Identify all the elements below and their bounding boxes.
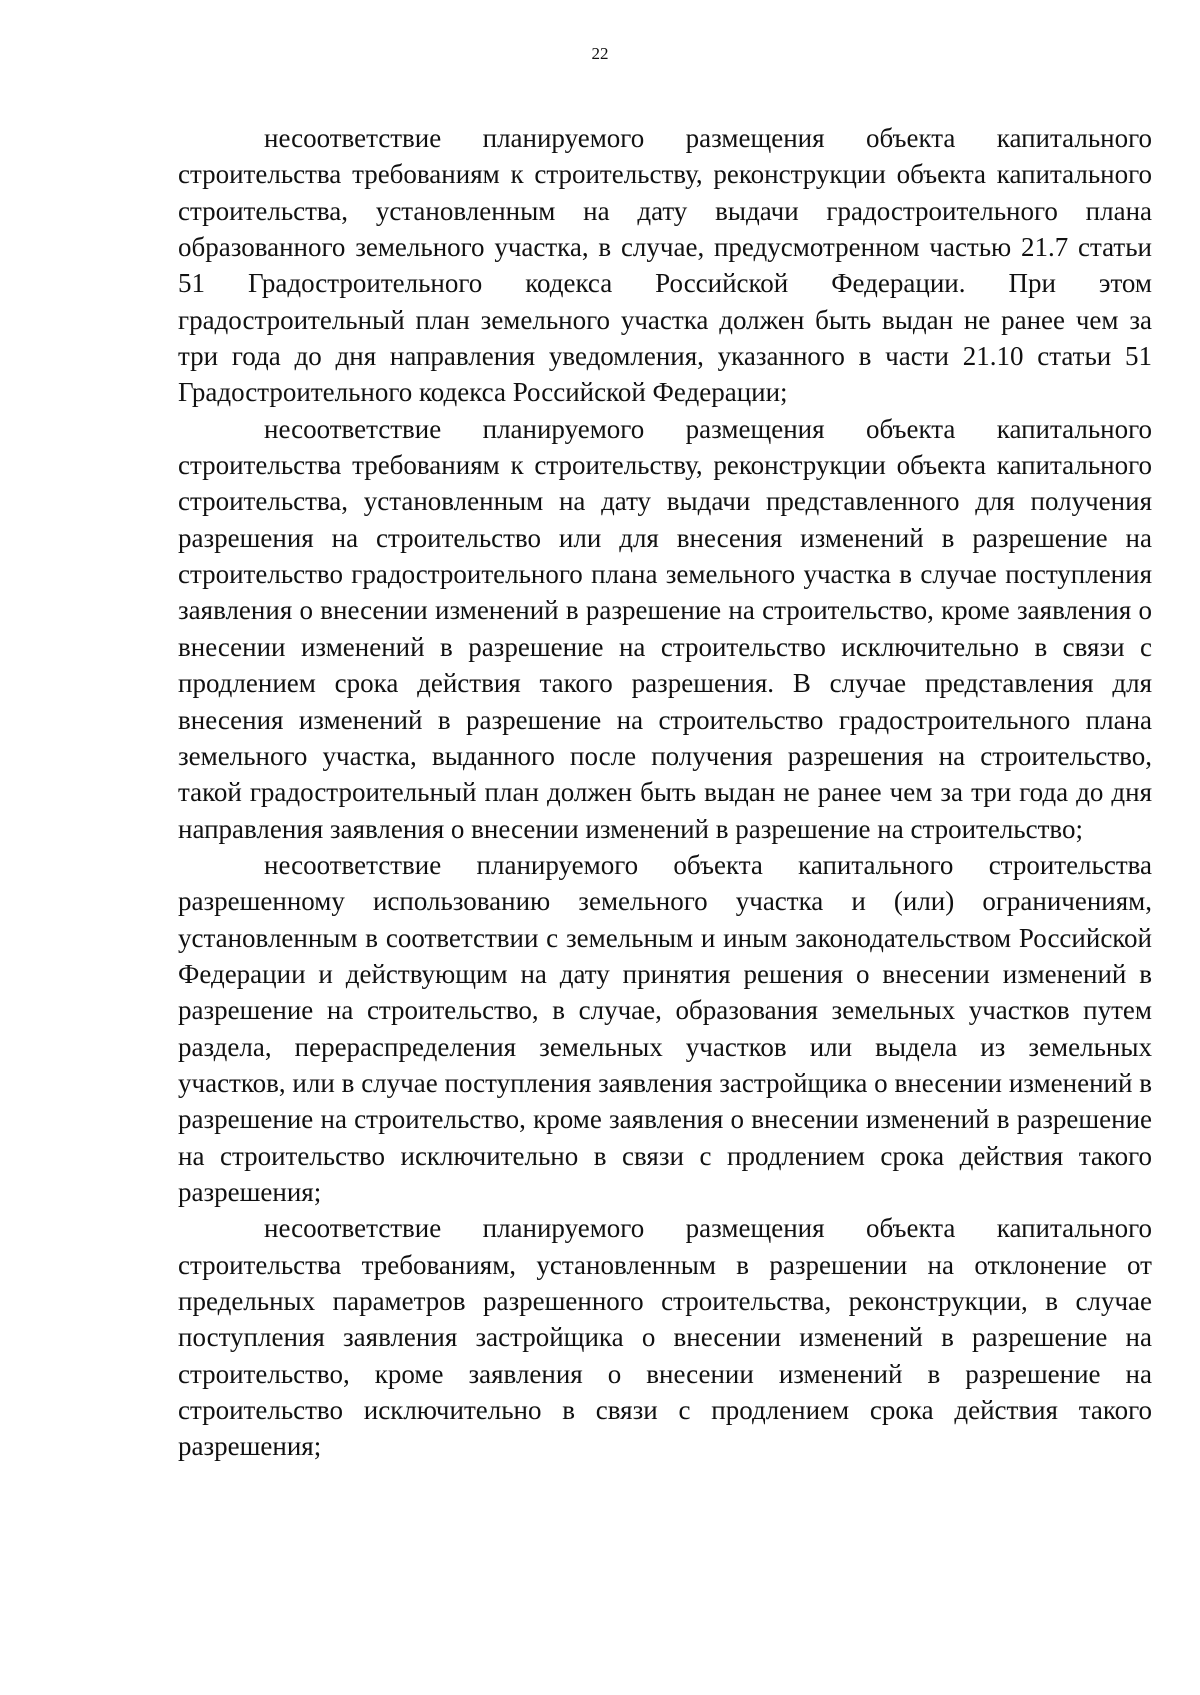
paragraph-4: несоответствие планируемого размещения объекта капитального строительства требованиям, установленным в разрешении на отклонение от предельных параметров разрешенного строительства, реконструкции, в случае поступления заявления застройщика о внесении изменений в разрешение на строительство, кроме заявления о внесении изменений в разрешение на строительство исключительно в связи с продлением срока действия такого разрешения; [178, 1213, 1152, 1462]
paragraph-1: несоответствие планируемого размещения объекта капитального строительства требованиям к строительству, реконструкции объекта капитального строительства, установленным на дату выдачи градостроительного плана образованного земельного участка, в случае, предусмотренном частью 21.7 статьи 51 Градостроительного кодекса Российской Федерации. При этом градостроительный план земельного участка должен быть выдан не ранее чем за три года до дня направления уведомления, указанного в части 21.10 статьи 51 Градостроительного кодекса Российской Федерации; [178, 123, 1152, 408]
document-body [178, 120, 1152, 1465]
paragraph-3: несоответствие планируемого объекта капитального строительства разрешенному использованию земельного участка и (или) ограничениям, установленным в соответствии с земельным и иным законодательством Российской Федерации и действующим на дату принятия решения о внесении изменений в разрешение на строительство, в случае, образования земельных участков путем раздела, перераспределения земельных участков или выдела из земельных участков, или в случае поступления заявления застройщика о внесении изменений в разрешение на строительство, кроме заявления о внесении изменений в разрешение на строительство исключительно в связи с продлением срока действия такого разрешения; [178, 849, 1152, 1207]
page-number: 22 [591, 44, 609, 63]
paragraph-2: несоответствие планируемого размещения объекта капитального строительства требованиям к строительству, реконструкции объекта капитального строительства, установленным на дату выдачи представленного для получения разрешения на строительство или для внесения изменений в разрешение на строительство градостроительного плана земельного участка в случае поступления заявления о внесении изменений в разрешение на строительство, кроме заявления о внесении изменений в разрешение на строительство исключительно в связи с продлением срока действия такого разрешения. В случае представления для внесения изменений в разрешение на строительство градостроительного плана земельного участка, выданного после получения разрешения на строительство, такой градостроительный план должен быть выдан не ранее чем за три года до дня направления заявления о внесении изменений в разрешение на строительство; [178, 413, 1152, 844]
